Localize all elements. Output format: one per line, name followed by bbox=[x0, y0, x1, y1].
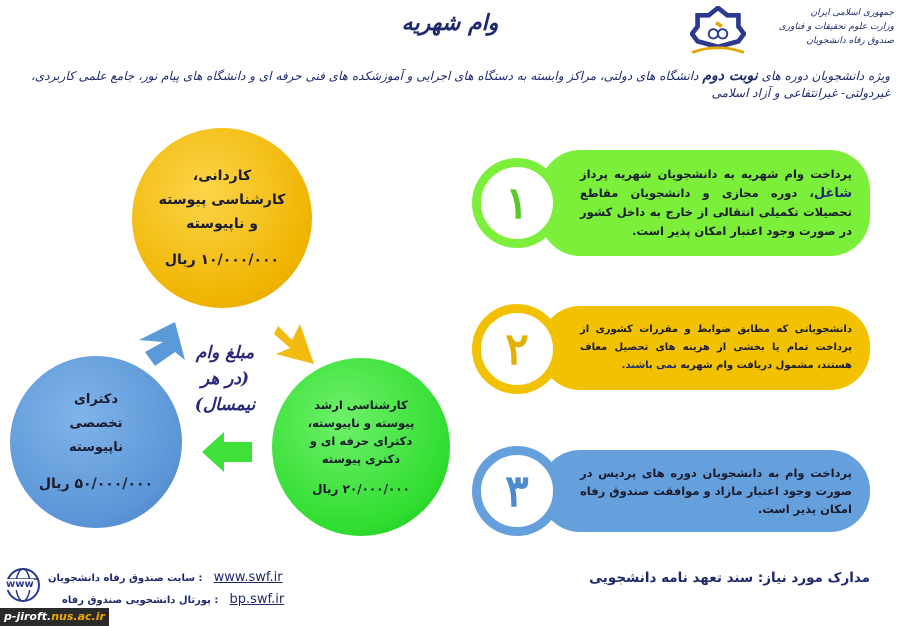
subtitle-post: دانشگاه های دولتی، مراکز وابسته به دستگاه های اجرایی و آموزشکده های فنی حرفه ای و دانشگاه های پیام نور، جامع علمی کاربردی، غیردولتی- غیرانتفاعی و آزاد اسلامی bbox=[30, 69, 890, 100]
circle-label: دکترای تخصصی ناپیوسته bbox=[68, 392, 124, 455]
condition-bold: شاغل bbox=[813, 186, 852, 201]
loan-circle-associate-bachelor bbox=[132, 128, 312, 308]
circle-amount: ۲۰/۰۰۰/۰۰۰ ریال bbox=[312, 482, 410, 496]
page-title: وام شهریه bbox=[401, 10, 499, 36]
required-documents: مدارک مورد نیاز: سند تعهد نامه دانشجویی bbox=[589, 570, 870, 586]
condition-text: پرداخت وام شهریه به دانشجویان شهریه پرداز bbox=[580, 167, 852, 181]
circle-label: کاردانی، کارشناسی پیوسته و ناپیوسته bbox=[158, 168, 286, 232]
link-label: : سایت صندوق رفاه دانشجویان bbox=[48, 573, 203, 584]
condition-3 bbox=[540, 450, 870, 532]
watermark-b: nus.ac.ir bbox=[51, 610, 105, 623]
number-badge-2: ۲ bbox=[472, 304, 562, 394]
org-line: وزارت علوم تحقیقات و فناوری bbox=[778, 22, 894, 32]
org-name bbox=[779, 6, 894, 48]
condition-text: ، دوره مجازی و دانشجویان مقاطع تحصیلات تکمیلی انتقالی از خارج به داخل کشور در صورت وجود اعتبار امکان پذیر است. bbox=[580, 186, 852, 238]
number-badge-1: ۱ bbox=[472, 158, 562, 248]
number-badge-3: ۳ bbox=[472, 446, 562, 536]
loan-circle-phd bbox=[10, 356, 182, 528]
circle-label: کارشناسی ارشد پیوسته و ناپیوسته، دکترای حرفه ای و دکتری پیوسته bbox=[307, 398, 415, 466]
center-title: مبلغ وام bbox=[195, 343, 255, 363]
footer-link-row bbox=[62, 588, 284, 607]
swf-website-link[interactable]: www.swf.ir bbox=[213, 570, 283, 585]
watermark-a: p-jiroft. bbox=[4, 610, 52, 623]
condition-text: دانشجویانی که مطابق ضوابط و مقررات کشوری از پرداخت تمام یا بخشی از هزینه های تحصیل معاف هستند، مشمول دریافت وام شهریه bbox=[580, 324, 852, 371]
org-line: جمهوری اسلامی ایران bbox=[810, 8, 894, 18]
condition-2 bbox=[540, 306, 870, 390]
subtitle-bold: نوبت دوم bbox=[702, 68, 758, 84]
circle-amount: ۵۰/۰۰۰/۰۰۰ ریال bbox=[38, 476, 154, 492]
footer-link-row bbox=[48, 566, 283, 585]
circle-amount: ۱۰/۰۰۰/۰۰۰ ریال bbox=[164, 252, 280, 268]
globe-www-icon bbox=[4, 566, 42, 604]
condition-1 bbox=[540, 150, 870, 256]
arrow-down-right-icon bbox=[270, 312, 330, 372]
subtitle bbox=[10, 68, 890, 102]
center-subtitle: (در هر نیمسال) bbox=[194, 369, 256, 415]
swf-logo-icon bbox=[690, 6, 746, 58]
globe-text: www bbox=[6, 579, 34, 590]
condition-bold: نمی باشند. bbox=[621, 360, 677, 371]
org-line: صندوق رفاه دانشجویان bbox=[806, 36, 894, 46]
loan-amount-label bbox=[180, 340, 270, 418]
condition-text: پرداخت وام به دانشجویان دوره های پردیس در صورت وجود اعتبار مازاد و موافقت صندوق رفاه امکان پذیر است. bbox=[580, 466, 852, 516]
watermark bbox=[0, 608, 109, 626]
student-portal-link[interactable]: bp.swf.ir bbox=[229, 592, 285, 607]
arrow-left-icon bbox=[200, 430, 255, 475]
loan-circle-masters bbox=[272, 358, 450, 536]
subtitle-pre: ویژه دانشجویان دوره های bbox=[757, 69, 890, 83]
link-label: : پورتال دانشجویی صندوق رفاه bbox=[62, 595, 219, 606]
